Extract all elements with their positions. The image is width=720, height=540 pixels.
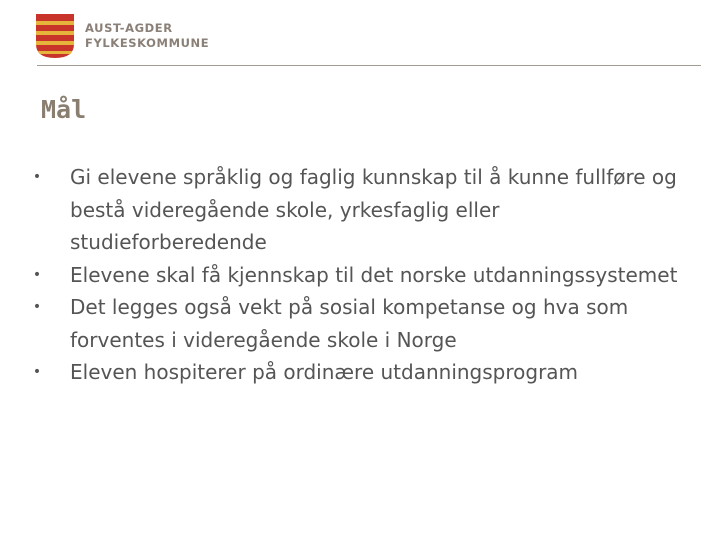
organization-name [85, 21, 209, 51]
header-divider [37, 65, 701, 66]
list-item-text: Gi elevene språklig og faglig kunnskap til å kunne fullføre og bestå videregående skole, yrkesfaglig eller studieforberedende [70, 165, 677, 254]
list-item [30, 356, 690, 389]
list-item [30, 161, 690, 259]
bullet-icon: • [32, 169, 42, 185]
list-item-text: Eleven hospiterer på ordinære utdanningsprogram [70, 360, 579, 384]
bullet-icon: • [32, 364, 42, 380]
list-item-text: Elevene skal få kjennskap til det norske utdanningssystemet [70, 262, 678, 287]
slide-header [0, 0, 720, 66]
org-name-line2: FYLKESKOMMUNE [85, 36, 210, 50]
slide-title: Mål [41, 95, 87, 124]
list-item-text: Det legges også vekt på sosial kompetanse og hva som forventes i videregående skole i Norge [70, 295, 629, 352]
coat-of-arms-icon [36, 14, 74, 58]
bullet-icon: • [32, 266, 42, 283]
list-item [30, 291, 690, 356]
bullet-icon: • [32, 299, 42, 315]
goal-list [30, 161, 690, 389]
list-item [30, 259, 690, 292]
org-name-line1: AUST-AGDER [85, 21, 173, 35]
